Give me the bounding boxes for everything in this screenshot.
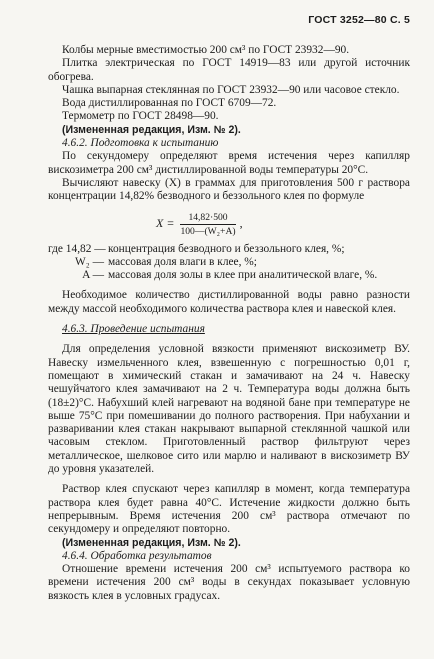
definition-symbol: где 14,82 — (48, 242, 106, 255)
paragraph-result: Отношение времени истечения 200 см³ испытуемого раствора ко времени истечения 200 см³ воды в секундах показывает условную вязкость клея в условных градусах. (48, 563, 410, 602)
definition-symbol: W₂ — (75, 255, 104, 268)
definition-row (48, 256, 410, 269)
definition-row (48, 243, 410, 256)
definition-text: массовая доля влаги в клее, %; (108, 255, 257, 268)
formula-definitions (48, 243, 410, 283)
formula-denominator: 100—(W₂+A) (180, 225, 236, 237)
paragraph-procedure: Для определения условной вязкости применяют вискозиметр ВУ. Навеску измельченного клея, взвешенную с погрешностью 0,01 г, помещают в химический стакан и замачивают на 24 ч. Навеску чешуйчатого клея замачивают на 2 ч. Температура воды должна быть (18±2)°С. Набухший клей нагревают на водяной бане при температуре не выше 75°С при помешивании до полного растворения. При набухании и разваривании клея стакан накрывают выпарной стеклянной чашкой или часовым стеклом. Приготовленный раствор фильтруют через металлическое, шелковое сито или марлю и наливают в вискозиметр ВУ до уровня указателей. (48, 343, 410, 476)
formula-fraction (180, 212, 235, 237)
formula-numerator: 14,82·500 (180, 212, 235, 225)
formula (156, 212, 410, 237)
definition-row (48, 269, 410, 282)
document-body (48, 12, 410, 603)
edit-note-1: (Измененная редакция, Изм. № 2). (62, 123, 241, 136)
definition-text: концентрация безводного и беззольного клея, %; (108, 242, 345, 255)
section-4-6-2-heading: 4.6.2. Подготовка к испытанию (62, 137, 219, 150)
formula-comma: , (239, 216, 243, 231)
section-4-6-3-heading: 4.6.3. Проведение испытания (62, 323, 205, 336)
edit-note-2: (Измененная редакция, Изм. № 2). (62, 536, 241, 549)
definition-symbol: A — (82, 269, 104, 282)
paragraph-water-amount: Необходимое количество дистиллированной воды равно разности между массой необходимого количества раствора клея и навеской клея. (48, 289, 410, 315)
paragraph-weighing: Вычисляют навеску (X) в граммах для приготовления 500 г раствора концентрации 14,82% безводного и беззольного клея по формуле (48, 176, 410, 203)
page-header: ГОСТ 3252—80 С. 5 (308, 14, 410, 26)
paragraph-flow: Раствор клея спускают через капилляр в момент, когда температура раствора клея будет равна 40°С. Истечение жидкости должно быть непрерывным. Время истечения 200 см³ раствора отмечают по секундомеру и определяют повторно. (48, 483, 410, 536)
paragraph-flasks: Колбы мерные вместимостью 200 см³ по ГОСТ 23932—90. (62, 44, 350, 56)
paragraph-thermometer: Термометр по ГОСТ 28498—90. (62, 110, 219, 123)
paragraph-water: Вода дистиллированная по ГОСТ 6709—72. (62, 97, 277, 110)
paragraph-dish: Чашка выпарная стеклянная по ГОСТ 23932—90 или часовое стекло. (62, 83, 400, 96)
paragraph-timing: По секундомеру определяют время истечения через капилляр вискозиметра 200 см³ дистиллированной воды температуры 20°С. (48, 150, 410, 176)
section-4-6-4-heading: 4.6.4. Обработка результатов (62, 549, 212, 562)
formula-lhs: X = (156, 216, 175, 231)
paragraph-hotplate: Плитка электрическая по ГОСТ 14919—83 или другой источник обогрева. (48, 57, 410, 83)
definition-text: массовая доля золы в клее при аналитической влаге, %. (108, 269, 378, 282)
